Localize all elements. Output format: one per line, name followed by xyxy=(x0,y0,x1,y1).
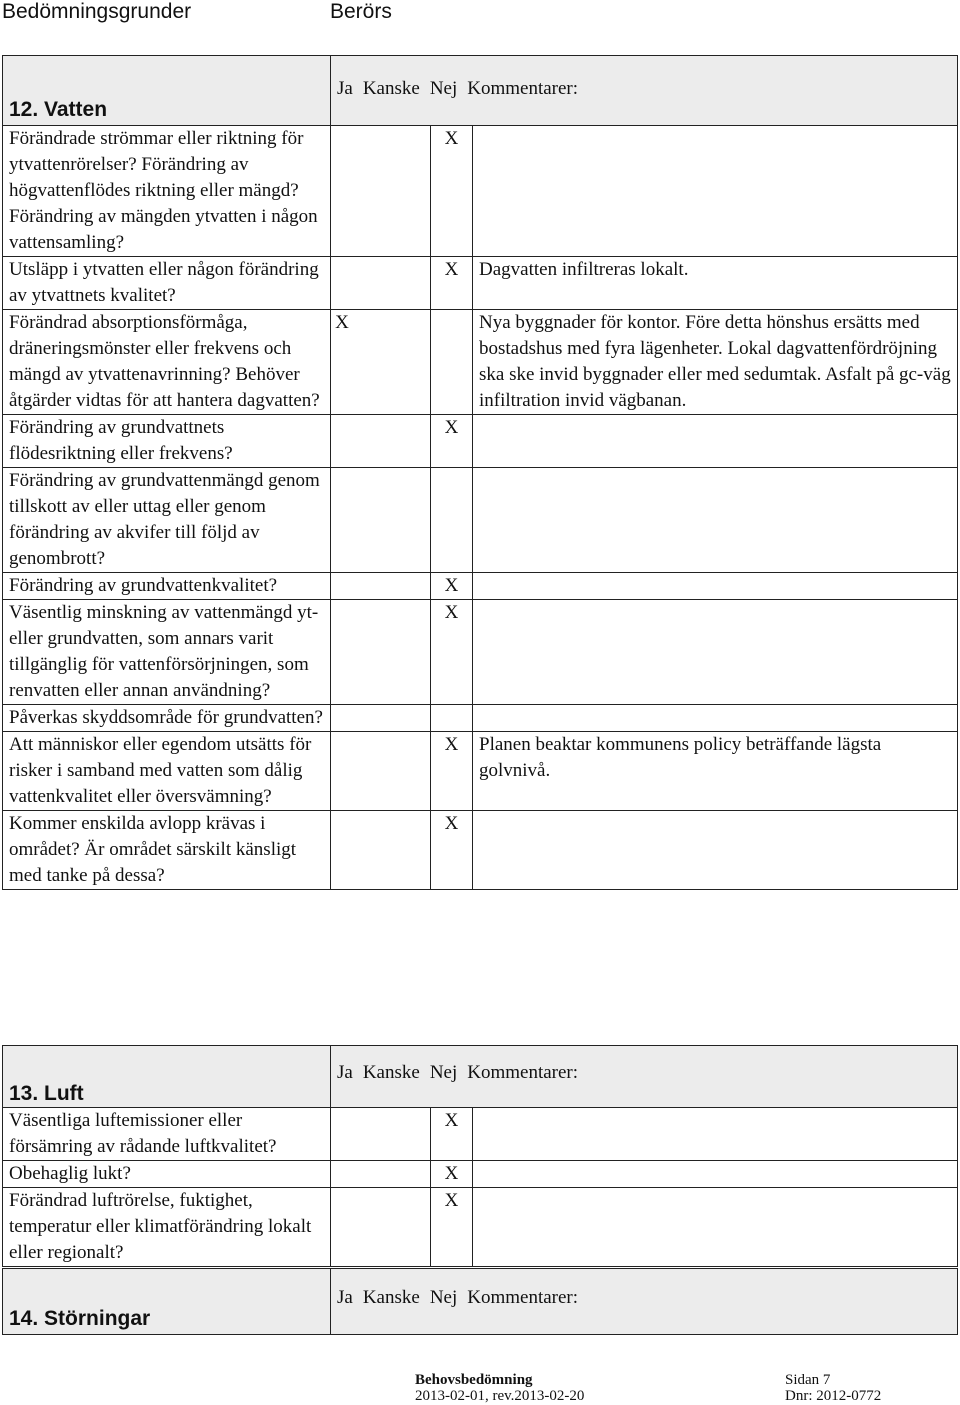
nej-mark: X xyxy=(431,1161,473,1188)
question-cell: Förändrad absorptionsförmåga, dräneringsmönster eller frekvens och mängd av ytvattenavrinning? Behöver åtgärder vidtas för att hantera dagvatten? xyxy=(3,310,331,415)
question-cell: Kommer enskilda avlopp krävas i området? Är området särskilt känsligt med tanke på dessa? xyxy=(3,811,331,890)
nej-mark xyxy=(431,705,473,732)
col-comments: Kommentarer: xyxy=(467,1287,579,1308)
section-rows xyxy=(3,126,958,890)
nej-mark: X xyxy=(431,415,473,468)
ja-kanske-cell xyxy=(331,415,431,468)
section-table-luft xyxy=(2,1045,958,1267)
question-cell: Obehaglig lukt? xyxy=(3,1161,331,1188)
table-row xyxy=(3,600,958,705)
table-row xyxy=(3,732,958,811)
question-cell: Förändring av grundvattnets flödesriktning eller frekvens? xyxy=(3,415,331,468)
question-cell: Förändrade strömmar eller riktning för ytvattenrörelser? Förändring av högvattenflödes riktning eller mängd? Förändring av mängden ytvatten i någon vattensamling? xyxy=(3,126,331,257)
header-left-label: Bedömningsgrunder xyxy=(2,0,192,23)
question-cell: Väsentliga luftemissioner eller försämring av rådande luftkvalitet? xyxy=(3,1108,331,1161)
ja-kanske-cell xyxy=(331,1188,431,1267)
question-cell: Förändring av grundvattenkvalitet? xyxy=(3,573,331,600)
question-cell: Påverkas skyddsområde för grundvatten? xyxy=(3,705,331,732)
comment-cell xyxy=(473,600,958,705)
comment-cell xyxy=(473,573,958,600)
comment-cell: Nya byggnader för kontor. Före detta hönshus ersätts med bostadshus med fyra lägenheter. Lokal dagvattenfördröjning ska ske invid byggnader eller med sedumtak. Asfalt på gc-väg infiltration invid vägbanan. xyxy=(473,310,958,415)
table-row xyxy=(3,1161,958,1188)
col-ja: Ja xyxy=(337,1287,353,1308)
section-table-vatten xyxy=(2,55,958,890)
comment-cell xyxy=(473,126,958,257)
section-table-storningar xyxy=(2,1268,958,1335)
section-title: 13. Luft xyxy=(9,1082,84,1105)
col-comments: Kommentarer: xyxy=(467,1062,579,1083)
header-right-label: Berörs xyxy=(330,0,392,23)
question-cell: Förändring av grundvattenmängd genom tillskott av eller uttag eller genom förändring av akvifer till följd av genombrott? xyxy=(3,468,331,573)
col-nej: Nej xyxy=(429,1287,458,1308)
col-ja: Ja xyxy=(337,78,353,99)
comment-cell: Planen beaktar kommunens policy beträffande lägsta golvnivå. xyxy=(473,732,958,811)
section-header-row xyxy=(3,1269,958,1335)
table-row xyxy=(3,126,958,257)
ja-kanske-cell xyxy=(331,468,431,573)
section-title: 12. Vatten xyxy=(9,98,108,121)
nej-mark xyxy=(431,468,473,573)
table-row xyxy=(3,310,958,415)
ja-kanske-cell xyxy=(331,1161,431,1188)
table-row xyxy=(3,1188,958,1267)
comment-cell xyxy=(473,1188,958,1267)
col-kanske: Kanske xyxy=(362,1287,420,1308)
column-headers xyxy=(337,76,957,102)
page-footer xyxy=(0,1368,960,1405)
ja-kanske-cell xyxy=(331,811,431,890)
nej-mark: X xyxy=(431,1188,473,1267)
nej-mark xyxy=(431,310,473,415)
nej-mark: X xyxy=(431,732,473,811)
section-header-row xyxy=(3,1046,958,1108)
col-ja: Ja xyxy=(337,1062,353,1083)
ja-kanske-cell xyxy=(331,573,431,600)
nej-mark: X xyxy=(431,257,473,310)
ja-kanske-cell xyxy=(331,732,431,811)
question-cell: Förändrad luftrörelse, fuktighet, temperatur eller klimatförändring lokalt eller regionalt? xyxy=(3,1188,331,1267)
ja-kanske-cell xyxy=(331,126,431,257)
column-headers xyxy=(337,1285,957,1311)
table-row xyxy=(3,415,958,468)
section-rows xyxy=(3,1108,958,1267)
question-cell: Utsläpp i ytvatten eller någon förändring av ytvattnets kvalitet? xyxy=(3,257,331,310)
table-row xyxy=(3,573,958,600)
nej-mark: X xyxy=(431,573,473,600)
col-kanske: Kanske xyxy=(362,78,420,99)
ja-mark: X xyxy=(335,312,349,333)
col-kanske: Kanske xyxy=(362,1062,420,1083)
col-nej: Nej xyxy=(429,1062,458,1083)
table-row xyxy=(3,811,958,890)
footer-dnr: Dnr: 2012-0772 xyxy=(785,1388,882,1404)
ja-kanske-cell xyxy=(331,257,431,310)
page-header xyxy=(0,0,960,28)
nej-mark: X xyxy=(431,811,473,890)
col-nej: Nej xyxy=(429,78,458,99)
comment-cell xyxy=(473,415,958,468)
comment-cell xyxy=(473,705,958,732)
nej-mark: X xyxy=(431,1108,473,1161)
ja-kanske-cell xyxy=(331,310,431,415)
ja-kanske-cell xyxy=(331,600,431,705)
ja-kanske-cell xyxy=(331,1108,431,1161)
col-comments: Kommentarer: xyxy=(467,78,579,99)
footer-date: 2013-02-01, rev.2013-02-20 xyxy=(415,1388,585,1404)
section-header-row xyxy=(3,56,958,126)
comment-cell: Dagvatten infiltreras lokalt. xyxy=(473,257,958,310)
table-row xyxy=(3,257,958,310)
ja-kanske-cell xyxy=(331,705,431,732)
comment-cell xyxy=(473,468,958,573)
comment-cell xyxy=(473,1161,958,1188)
section-title: 14. Störningar xyxy=(9,1307,151,1330)
nej-mark: X xyxy=(431,600,473,705)
question-cell: Att människor eller egendom utsätts för risker i samband med vatten som dålig vattenkvalitet eller översvämning? xyxy=(3,732,331,811)
comment-cell xyxy=(473,811,958,890)
footer-title: Behovsbedömning xyxy=(415,1372,533,1388)
comment-cell xyxy=(473,1108,958,1161)
table-row xyxy=(3,468,958,573)
question-cell: Väsentlig minskning av vattenmängd yt- eller grundvatten, som annars varit tillgänglig för vattenförsörjningen, som renvatten eller annan användning? xyxy=(3,600,331,705)
table-row xyxy=(3,1108,958,1161)
table-row xyxy=(3,705,958,732)
nej-mark: X xyxy=(431,126,473,257)
column-headers xyxy=(337,1060,957,1086)
footer-page: Sidan 7 xyxy=(785,1372,831,1388)
